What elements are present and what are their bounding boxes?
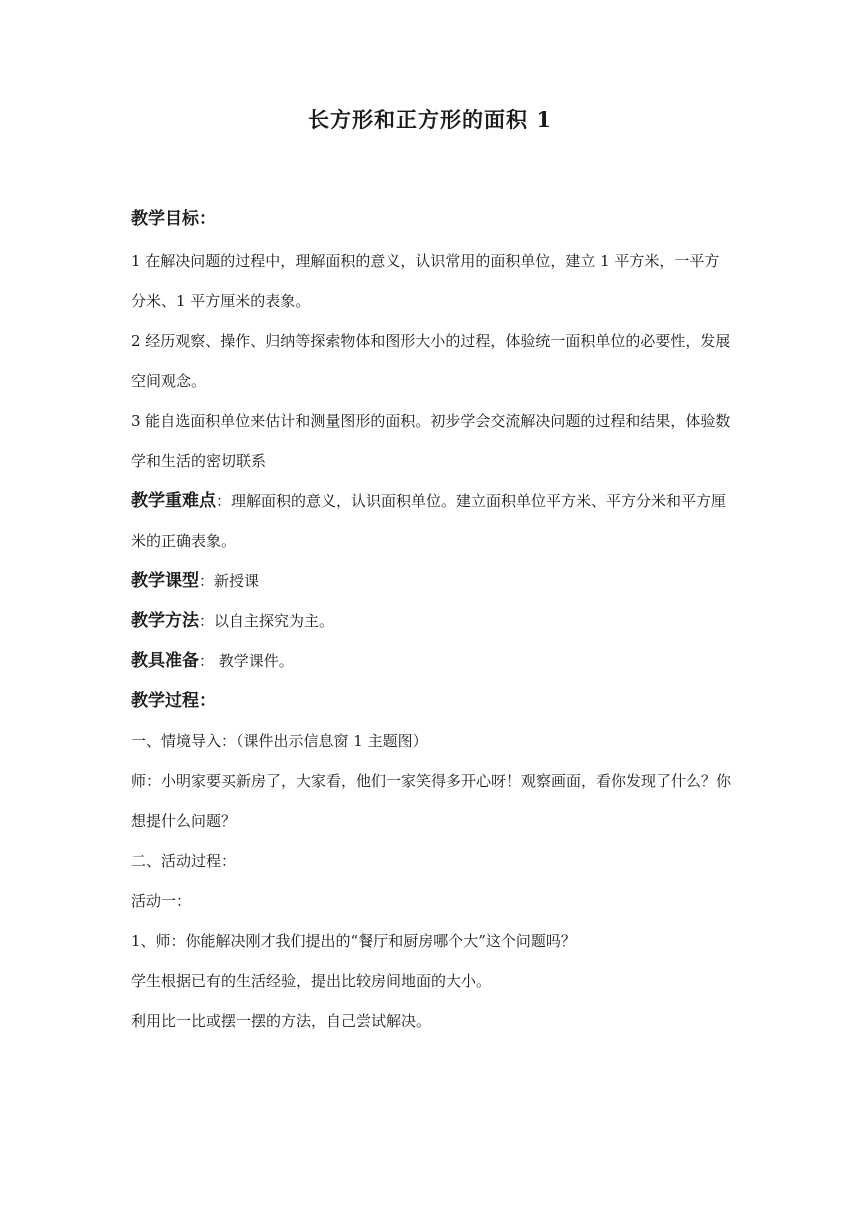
goal-item-2: 2 经历观察、操作、归纳等探索物体和图形大小的过程，体验统一面积单位的必要性，发展空间观念。 [131,332,731,390]
document-title: 长方形和正方形的面积 1 [308,107,552,132]
teaching-tools-label: 教具准备 [131,651,199,671]
goal-item-1: 1 在解决问题的过程中，理解面积的意义，认识常用的面积单位，建立 1 平方米，一平方分米、1 平方厘米的表象。 [131,252,720,310]
process-paragraph: 师：小明家要买新房了，大家看，他们一家笑得多开心呀！观察画面，看你发现了什么？你想提什么问题？ [131,772,732,830]
process-paragraph: 1、师：你能解决刚才我们提出的“餐厅和厨房哪个大”这个问题吗？ [131,932,576,950]
process-paragraph: 学生根据已有的生活经验，提出比较房间地面的大小。 [131,972,492,990]
process-paragraph: 活动一： [131,892,192,910]
document-body [131,203,731,1041]
key-points-text: ：理解面积的意义，认识面积单位。建立面积单位平方米、平方分米和平方厘米的正确表象。 [131,492,727,550]
lesson-type-label: 教学课型 [131,571,199,591]
process-paragraph: 二、活动过程： [131,852,237,870]
process-heading: 教学过程： [131,691,216,711]
teaching-tools [131,641,731,681]
goal-item-3: 3 能自选面积单位来估计和测量图形的面积。初步学会交流解决问题的过程和结果，体验数学和生活的密切联系 [131,412,731,470]
teaching-method-label: 教学方法 [131,611,199,631]
teaching-method-text: ：以自主探究为主。 [199,612,335,630]
teaching-tools-text: ： 教学课件。 [199,652,294,670]
lesson-type [131,561,731,601]
goals-heading: 教学目标： [131,209,216,229]
lesson-type-text: ：新授课 [199,572,260,590]
process-paragraph: 一、情境导入：（课件出示信息窗 1 主题图） [131,732,428,750]
key-points-label: 教学重难点 [131,491,216,511]
process-paragraph: 利用比一比或摆一摆的方法，自己尝试解决。 [131,1012,432,1030]
teaching-method [131,601,731,641]
key-points [131,481,731,561]
